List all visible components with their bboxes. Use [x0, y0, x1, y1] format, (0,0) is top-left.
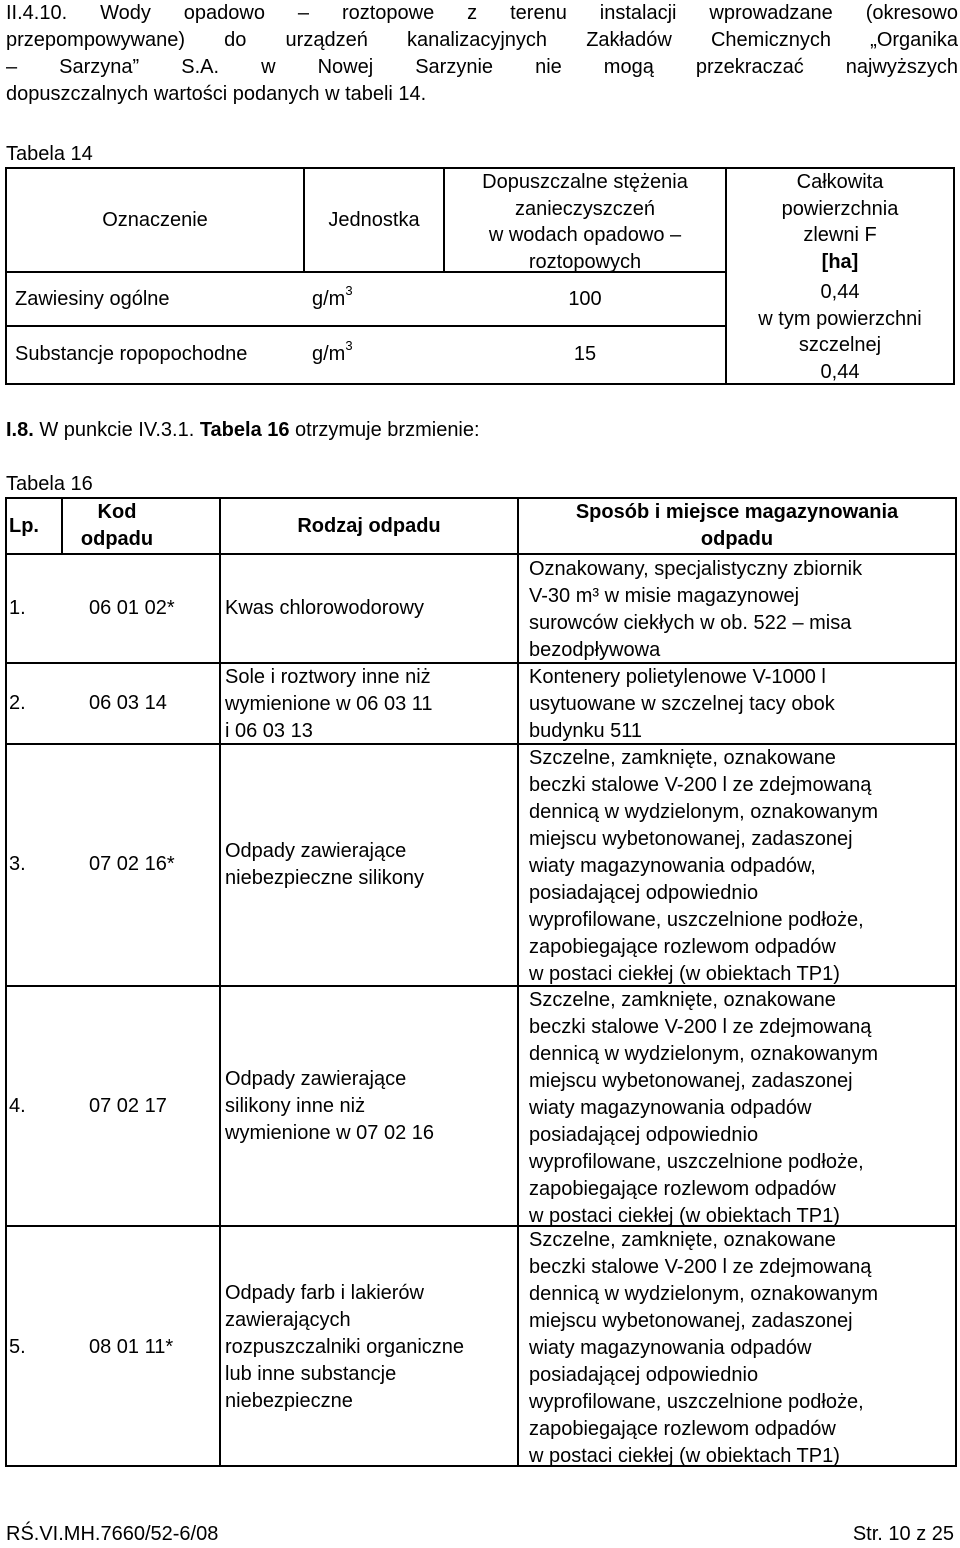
- intro-line: przepompowywane) do urządzeń kanalizacyjnych Zakładów Chemicznych „Organika: [6, 29, 958, 51]
- table16-header-rodzaj: Rodzaj odpadu: [297, 515, 441, 537]
- table16-row-lp: 2.: [9, 692, 26, 714]
- footer-reference: RŚ.VI.MH.7660/52-6/08: [6, 1523, 219, 1545]
- table14-row-value: 15: [573, 343, 597, 365]
- table14-caption: Tabela 14: [6, 143, 93, 165]
- table16-row-sposob: Oznakowany, specjalistyczny zbiornik V-30 m³ w misie magazynowej surowców ciekłych w ob. 522 – misa bezodpływowa: [529, 558, 863, 661]
- table14: [5, 167, 955, 385]
- table16-row-sposob: Kontenery polietylenowe V-1000 l usytuowane w szczelnej tacy obok budynku 511: [529, 666, 835, 742]
- table16-row-lp: 5.: [9, 1336, 26, 1358]
- table16-row-sposob: Szczelne, zamknięte, oznakowane beczki stalowe V-200 l ze zdejmowaną dennicą w wydzielonym, oznakowanym miejscu wybetonowanej, zadaszonej wiaty magazynowania odpadów posiadającej odpowiednio wyprofilowane, uszczelnione podłoże, zapobiegające rozlewom odpadów w postaci ciekłej (w obiektach TP1): [529, 989, 879, 1227]
- footer-page-number: Str. 10 z 25: [852, 1523, 954, 1545]
- table14-row-name: Substancje ropopochodne: [15, 343, 248, 365]
- table14-header-jednostka: Jednostka: [328, 209, 420, 231]
- table14-row-unit: $g/m^3$: [312, 338, 353, 365]
- table14-row-unit: $g/m^3$: [312, 283, 353, 310]
- intro-line: – Sarzyna” S.A. w Nowej Sarzynie nie mogą przekraczać najwyższych: [6, 56, 958, 78]
- table16-caption: Tabela 16: [6, 473, 93, 495]
- table16-row-lp: 1.: [9, 597, 26, 619]
- section-heading: I.8. W punkcie IV.3.1. Tabela 16 otrzymuje brzmienie:: [6, 419, 480, 441]
- table16: [5, 497, 957, 1467]
- intro-paragraph: [6, 0, 958, 108]
- table16-row-kod: 07 02 16*: [89, 853, 175, 875]
- table16-row-lp: 4.: [9, 1095, 26, 1117]
- table16-row-rodzaj: Sole i roztwory inne niż wymienione w 06 03 11 i 06 03 13: [225, 666, 433, 742]
- table16-row-sposob: Szczelne, zamknięte, oznakowane beczki stalowe V-200 l ze zdejmowaną dennicą w wydzielonym, oznakowanym miejscu wybetonowanej, zadaszonej wiaty magazynowania odpadów posiadającej odpowiednio wyprofilowane, uszczelnione podłoże, zapobiegające rozlewom odpadów w postaci ciekłej (w obiektach TP1): [529, 1229, 879, 1467]
- intro-line: dopuszczalnych wartości podanych w tabeli 14.: [6, 83, 427, 105]
- table16-row-rodzaj: Kwas chlorowodorowy: [225, 597, 424, 619]
- table16-row-kod: 08 01 11*: [89, 1336, 174, 1358]
- table14-header-powierzchnia: Całkowita powierzchnia zlewni F [ha]: [781, 171, 899, 273]
- table16-row-rodzaj: Odpady zawierające niebezpieczne silikony: [225, 840, 425, 889]
- table14-header-stezenia: Dopuszczalne stężenia zanieczyszczeń w wodach opadowo – roztopowych: [482, 171, 688, 273]
- table16-row-kod: 06 01 02*: [89, 597, 175, 619]
- table14-row-value: 100: [568, 288, 602, 310]
- table14-row-name: Zawiesiny ogólne: [15, 288, 170, 310]
- table16-row-rodzaj: Odpady farb i lakierów zawierających rozpuszczalniki organiczne lub inne substancje niebezpieczne: [225, 1282, 465, 1412]
- table16-row-kod: 06 03 14: [89, 692, 167, 714]
- table16-row-lp: 3.: [9, 853, 26, 875]
- table16-header-kod: Kod odpadu: [80, 501, 154, 550]
- intro-line: II.4.10. Wody opadowo – roztopowe z terenu instalacji wprowadzane (okresowo: [6, 2, 958, 24]
- table16-header-sposob: Sposób i miejsce magazynowania odpadu: [575, 501, 899, 550]
- table16-row-sposob: Szczelne, zamknięte, oznakowane beczki stalowe V-200 l ze zdejmowaną dennicą w wydzielonym, oznakowanym miejscu wybetonowanej, zadaszonej wiaty magazynowania odpadów, posiadającej odpowiednio wyprofilowane, uszczelnione podłoże, zapobiegające rozlewom odpadów w postaci ciekłej (w obiektach TP1): [529, 747, 879, 985]
- table14-header-oznaczenie: Oznaczenie: [102, 209, 208, 231]
- table16-header-lp: Lp.: [9, 515, 39, 537]
- table14-area: 0,44 w tym powierzchni szczelnej 0,44: [758, 281, 922, 383]
- table16-row-rodzaj: Odpady zawierające silikony inne niż wymienione w 07 02 16: [225, 1068, 435, 1144]
- table16-row-kod: 07 02 17: [89, 1095, 167, 1117]
